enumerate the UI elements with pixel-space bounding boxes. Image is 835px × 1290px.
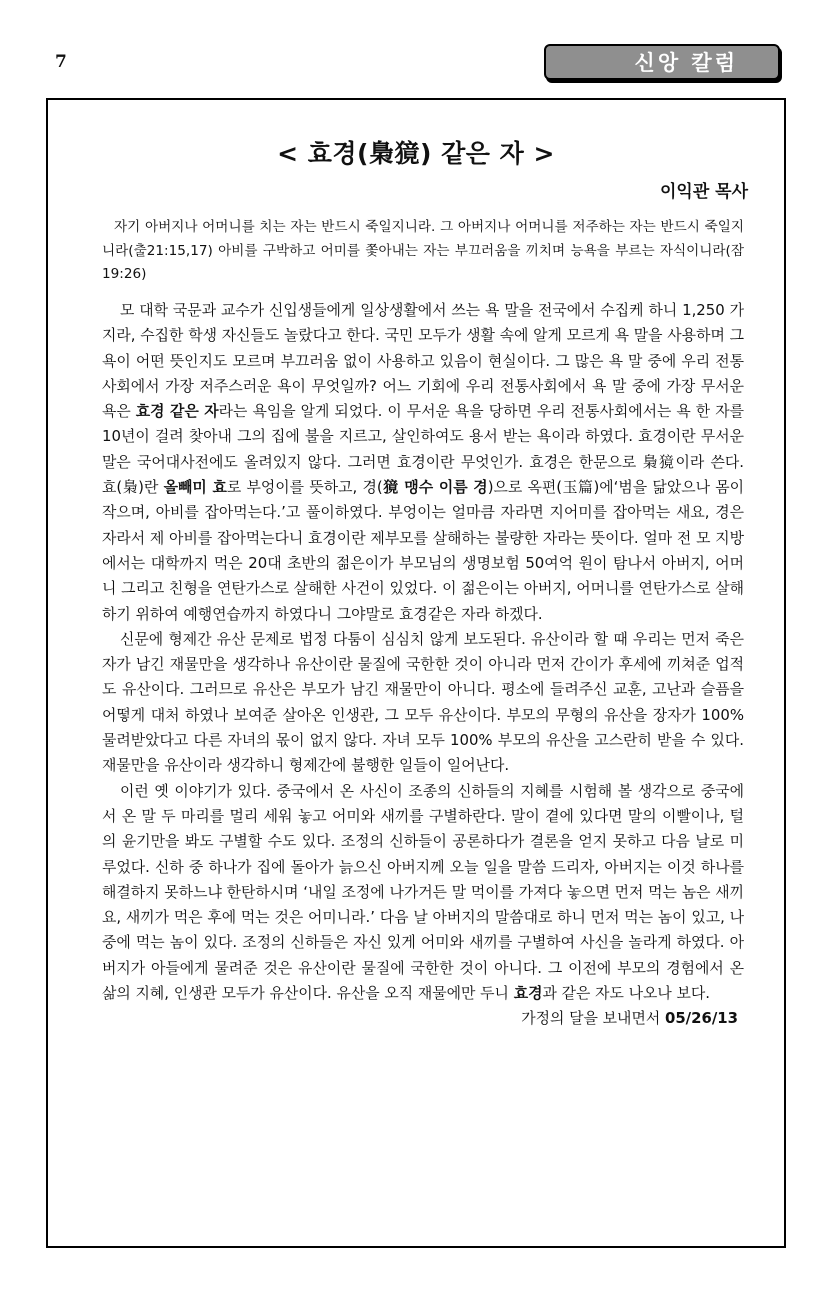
paragraph-1-emphasis-2: 올빼미 효 xyxy=(163,478,227,497)
section-tab xyxy=(544,44,780,80)
paragraph-2: 신문에 형제간 유산 문제로 법정 다툼이 심심치 않게 보도된다. 유산이라 할 때 우리는 먼저 죽은 자가 남긴 재물만을 생각하나 유산이란 물질에 국한한 것이 아니라 먼저 간이가 후세에 끼쳐준 업적도 유산이다. 그러므로 유산은 부모가 남긴 재물만이 아니다. 평소에 들려주신 교훈, 고난과 슬픔을 어떻게 대처 하였나 보여준 살아온 인생관, 그 모두 유산이다. 부모의 무형의 유산을 장자가 100% 물려받았다고 다른 자녀의 몫이 없지 않다. 자녀 모두 100% 부모의 유산을 고스란히 받을 수 있다. 재물만을 유산이라 생각하니 형제간에 불행한 일들이 일어난다. xyxy=(102,629,744,775)
paragraph-1 xyxy=(102,298,744,627)
signature-date: 05/26/13 xyxy=(664,1009,738,1028)
page-number: 7 xyxy=(55,52,67,72)
article-signature xyxy=(102,1006,738,1031)
article-author: 이익관 목사 xyxy=(659,182,748,202)
section-tab-label: 신앙 칼럼 xyxy=(634,51,738,75)
article-epigraph xyxy=(102,216,744,287)
article-body xyxy=(102,298,744,1032)
paragraph-1-emphasis-1: 효경 같은 자 xyxy=(135,402,219,421)
paragraph-3-emphasis: 효경 xyxy=(513,984,543,1003)
paragraph-1-part-1: 모 대학 국문과 교수가 신입생들에게 일상생활에서 쓰는 욕 말을 전국에서 수집케 하니 1,250 가지라, 수집한 학생 자신들도 놀랐다고 한다. 국민 모두가 생활 속에 알게 모르게 욕 말을 사용하며 그 욕이 어떤 뜻인지도 모르며 부끄러움 없이 사용하고 있음이 현실이다. 그 많은 욕 말 중에 우리 전통사회에서 가장 저주스러운 욕이 무엇일까? 어느 기회에 우리 전통사회에서 욕 말 중에 가장 무서운 욕은 xyxy=(102,301,744,421)
paragraph-1-part-2: 라는 욕임을 알게 되었다. 이 무서운 욕을 당하면 우리 전통사회에서는 욕 한 자를 10년이 걸려 찾아내 그의 집에 불을 지르고, 살인하여도 용서 받는 욕이라 하였다. 효경이란 무서운 말은 국어대사전에도 올려있지 않다. 그러면 효경이란 무엇인가. 효경은 한문으로 梟獍이라 쓴다. 효(梟)란 xyxy=(102,402,744,497)
paragraph-3-part-2: 과 같은 자도 나오나 보다. xyxy=(542,984,710,1003)
epigraph-text: 자기 아버지나 어머니를 치는 자는 반드시 죽일지니라. 그 아버지나 어머니를 저주하는 자는 반드시 죽일지니라(출21:15,17) 아비를 구박하고 어미를 쫓아내는 자는 부끄러움을 끼치며 능욕을 부르는 자식이니라(잠19:26) xyxy=(102,219,744,282)
paragraph-3-part-1: 이런 옛 이야기가 있다. 중국에서 온 사신이 조종의 신하들의 지혜를 시험해 볼 생각으로 중국에서 온 말 두 마리를 멀리 세워 놓고 어미와 새끼를 구별하란다. 말이 곁에 있다면 말의 이빨이나, 털의 윤기만을 봐도 구별할 수도 있다. 조정의 신하들이 공론하다가 결론을 얻지 못하고 다음 날로 미루었다. 신하 중 하나가 집에 돌아가 늙으신 아버지께 오늘 일을 말씀 드리자, 아버지는 이것 하나를 해결하지 못하느냐 한탄하시며 ‘내일 조정에 나가거든 말 먹이를 가져다 놓으면 먼저 먹는 놈은 새끼요, 새끼가 먹은 후에 먹는 것은 어미니라.’ 다음 날 아버지의 말씀대로 하니 먼저 먹는 놈이 있고, 나중에 먹는 놈이 있다. 조정의 신하들은 자신 있게 어미와 새끼를 구별하여 사신을 놀라게 하였다. 아버지가 아들에게 물려준 것은 유산이란 물질에 국한한 것이 아니다. 그 이전에 부모의 경험에서 온 삶의 지혜, 인생관 모두가 유산이다. 유산을 오직 재물에만 두니 xyxy=(102,781,744,1003)
paragraph-1-part-3: 로 부엉이를 뜻하고, 경( xyxy=(226,478,383,497)
article-title: < 효경(梟獍) 같은 자 > xyxy=(277,139,555,168)
article-frame xyxy=(46,98,786,1248)
paragraph-1-part-4: )으로 옥편(玉篇)에‘범을 닮았으나 몸이 작으며, 아비를 잡아먹는다.’고 풀이하였다. 부엉이는 얼마큼 자라면 지어미를 잡아먹는 새요, 경은 자라서 제 아비를 잡아먹는다니 효경이란 제부모를 살해하는 불량한 자라는 뜻이다. 얼마 전 모 지방에서는 대학까지 먹은 20대 초반의 젊은이가 부모님의 생명보험 50여억 원이 탐나서 아버지, 어머니 그리고 친형을 연탄가스로 살해한 사건이 있었다. 이 젊은이는 아버지, 어머니를 연탄가스로 살해하기 위하여 예행연습까지 하였다니 그야말로 효경같은 자라 하겠다. xyxy=(102,478,745,623)
paragraph-1-emphasis-3: 獍 맹수 이름 경 xyxy=(382,478,488,497)
paragraph-3 xyxy=(102,779,744,1007)
signature-text: 가정의 달을 보내면서 xyxy=(521,1009,665,1028)
